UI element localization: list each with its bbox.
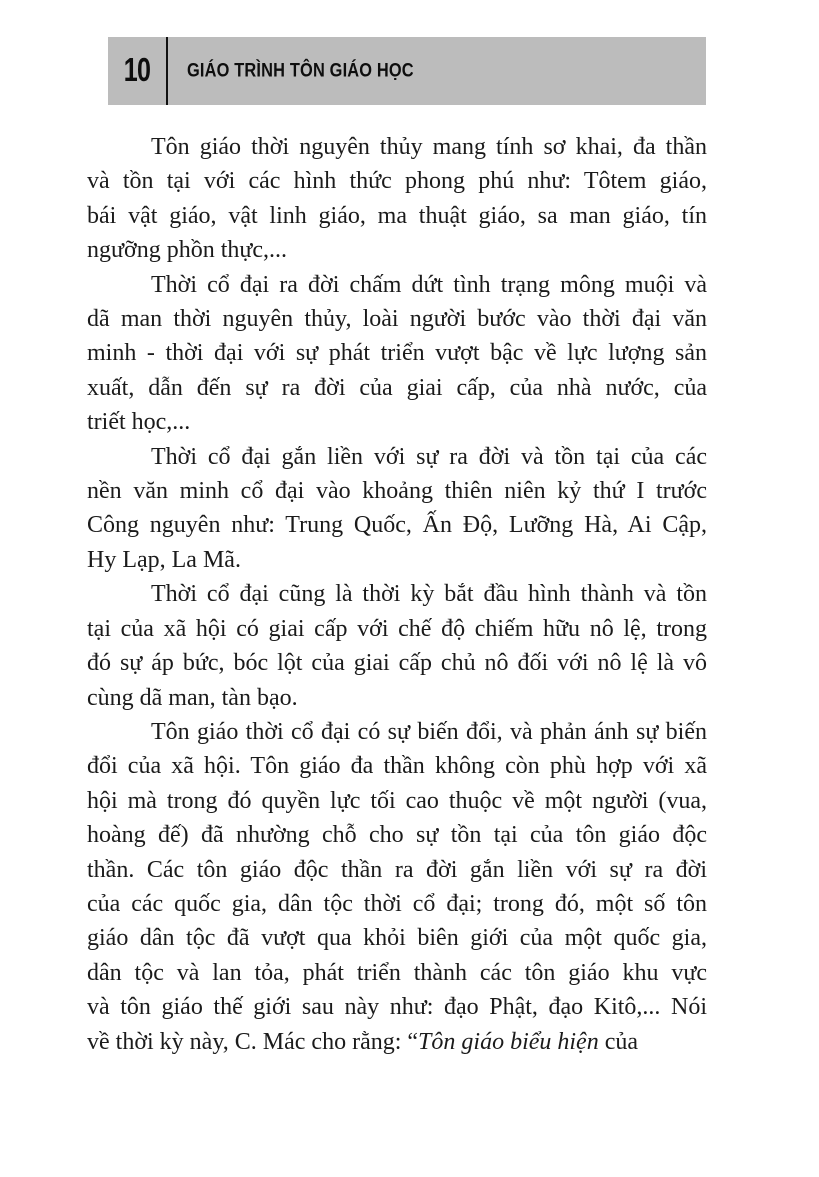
quoted-italic-phrase: Tôn giáo biểu hiện: [418, 1028, 599, 1055]
text-line: của các quốc gia, dân tộc thời cổ đại; trong đó, một số tôn: [87, 890, 707, 917]
header-divider: [166, 37, 168, 105]
text-line: dân tộc và lan tỏa, phát triển thành các tôn giáo khu vực: [87, 959, 707, 986]
page-header: [108, 37, 706, 105]
text-line: hoàng đế) đã nhường chỗ cho sự tồn tại của tôn giáo độc: [87, 822, 707, 849]
text-line: cùng dã man, tàn bạo.: [87, 684, 298, 711]
text-line: bái vật giáo, vật linh giáo, ma thuật giáo, sa man giáo, tín: [87, 202, 707, 229]
text-line: nền văn minh cổ đại vào khoảng thiên niên kỷ thứ I trước: [87, 478, 707, 505]
text-line: và tôn giáo thế giới sau này như: đạo Phật, đạo Kitô,... Nói: [87, 994, 707, 1021]
text-line: Thời cổ đại gắn liền với sự ra đời và tồn tại của các: [151, 443, 707, 470]
text-line: hội mà trong đó quyền lực tối cao thuộc về một người (vua,: [87, 787, 707, 814]
text-line: Tôn giáo thời nguyên thủy mang tính sơ khai, đa thần: [151, 134, 707, 160]
text-line: và tồn tại với các hình thức phong phú như: Tôtem giáo,: [87, 168, 707, 195]
page-number: 10: [123, 51, 151, 89]
text-line: Hy Lạp, La Mã.: [87, 546, 241, 573]
text-line: Thời cổ đại cũng là thời kỳ bắt đầu hình thành và tồn: [151, 581, 707, 608]
text-line: [87, 1025, 707, 1059]
text-line: minh - thời đại với sự phát triển vượt bậc về lực lượng sản: [87, 340, 707, 367]
text-line: dã man thời nguyên thủy, loài người bước vào thời đại văn: [87, 306, 707, 333]
text-line: Thời cổ đại ra đời chấm dứt tình trạng mông muội và: [151, 271, 707, 298]
text-line: tại của xã hội có giai cấp với chế độ chiếm hữu nô lệ, trong: [87, 615, 707, 642]
book-title: GIÁO TRÌNH TÔN GIÁO HỌC: [187, 59, 414, 82]
text-line: triết học,...: [87, 409, 191, 436]
page-body: [87, 130, 707, 1059]
text-segment: của: [598, 1028, 639, 1055]
text-line: xuất, dẫn đến sự ra đời của giai cấp, của nhà nước, của: [87, 374, 707, 401]
text-line: đó sự áp bức, bóc lột của giai cấp chủ nô đối với nô lệ là vô: [87, 650, 707, 677]
text-line: ngưỡng phồn thực,...: [87, 237, 288, 264]
text-segment: về thời kỳ này, C. Mác cho rằng: “: [87, 1028, 419, 1055]
text-line: giáo dân tộc đã vượt qua khỏi biên giới của một quốc gia,: [87, 925, 707, 952]
text-line: Công nguyên như: Trung Quốc, Ấn Độ, Lưỡng Hà, Ai Cập,: [87, 512, 707, 539]
text-line: thần. Các tôn giáo độc thần ra đời gắn liền với sự ra đời: [87, 856, 707, 883]
text-line: Tôn giáo thời cổ đại có sự biến đổi, và phản ánh sự biến: [151, 718, 707, 745]
text-line: đổi của xã hội. Tôn giáo đa thần không còn phù hợp với xã: [87, 753, 707, 780]
